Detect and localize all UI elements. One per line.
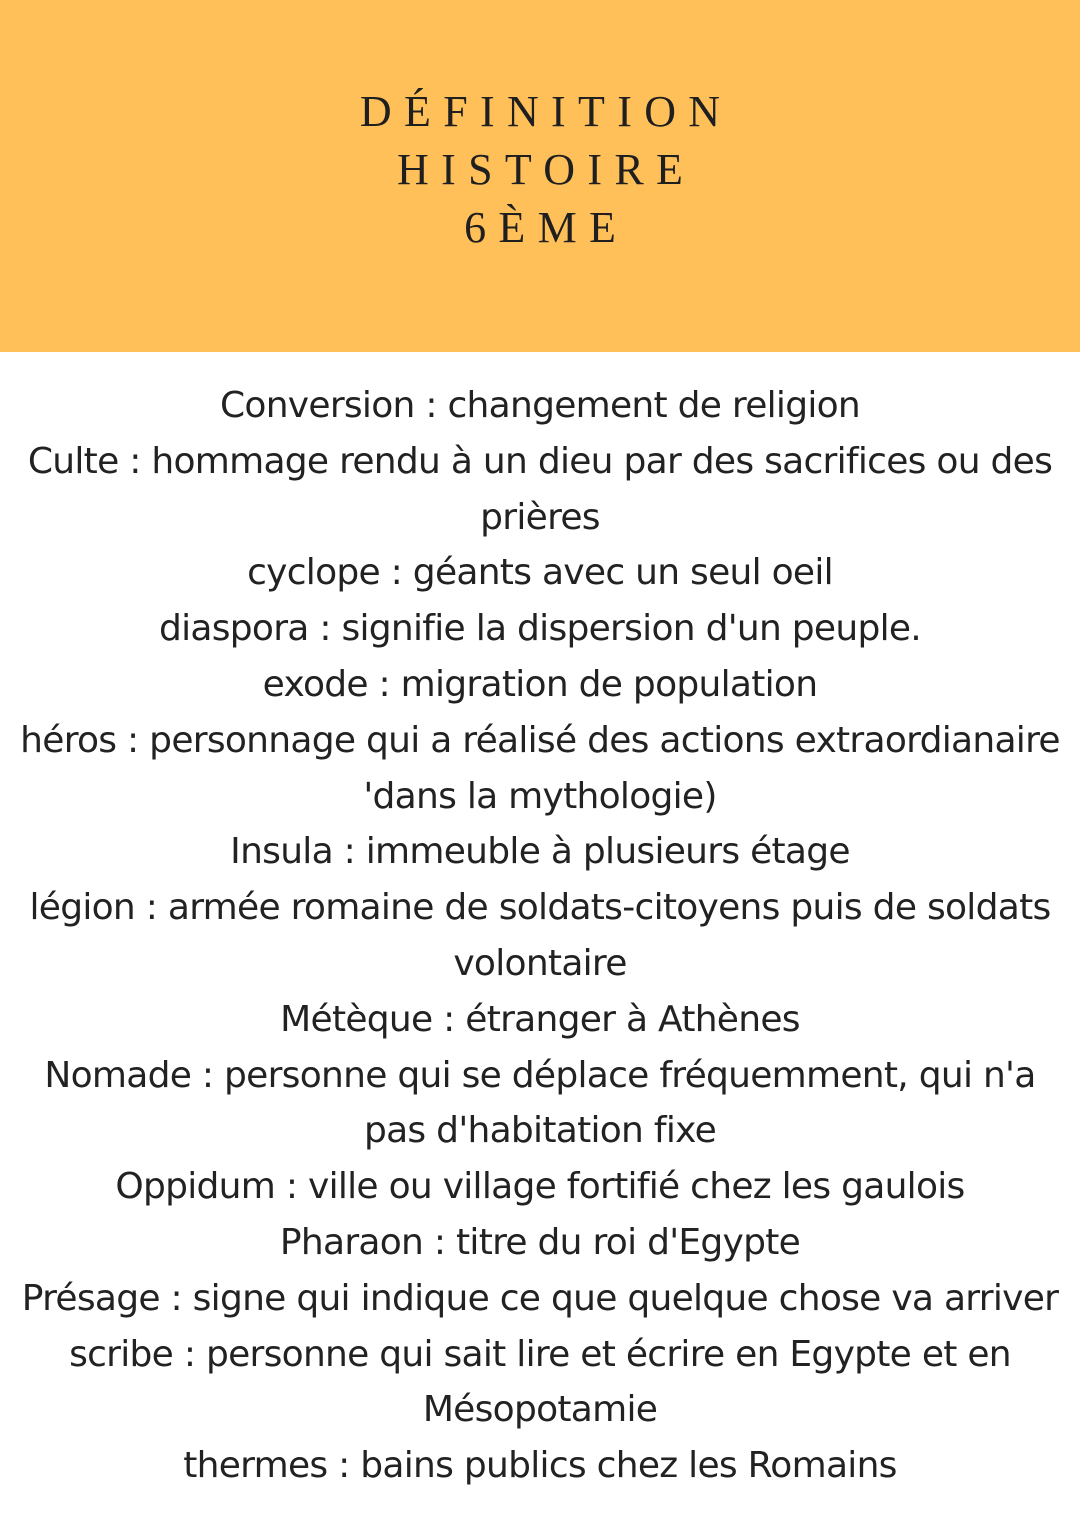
definition-cyclope: cyclope : géants avec un seul oeil — [247, 552, 833, 594]
definition-insula: Insula : immeuble à plusieurs étage — [230, 831, 850, 873]
definition-scribe: scribe : personne qui sait lire et écrire en Egypte et en — [69, 1333, 1011, 1375]
definition-meteque: Métèque : étranger à Athènes — [280, 998, 800, 1040]
definition-exode: exode : migration de population — [262, 663, 818, 705]
definition-thermes: thermes : bains publics chez les Romains — [183, 1445, 897, 1487]
definition-heros-continued: 'dans la mythologie) — [363, 775, 717, 817]
title-line-histoire: HISTOIRE — [397, 145, 696, 194]
header-banner — [0, 0, 1080, 352]
definition-legion-continued: volontaire — [453, 942, 627, 984]
definition-nomade: Nomade : personne qui se déplace fréquemment, qui n'a — [44, 1054, 1036, 1096]
definition-oppidum: Oppidum : ville ou village fortifié chez les gaulois — [115, 1166, 965, 1208]
definitions-list — [0, 378, 1080, 1494]
definition-pharaon: Pharaon : titre du roi d'Egypte — [279, 1221, 801, 1263]
title-line-level: 6ÈME — [464, 203, 629, 252]
definition-culte-continued: prières — [480, 496, 600, 538]
definition-diaspora: diaspora : signifie la dispersion d'un peuple. — [158, 608, 922, 650]
definition-heros: héros : personnage qui a réalisé des actions extraordianaire — [20, 719, 1060, 761]
title-line-definition: DÉFINITION — [359, 87, 733, 136]
page-title — [0, 83, 1080, 257]
definition-scribe-continued: Mésopotamie — [422, 1389, 658, 1431]
definition-presage: Présage : signe qui indique ce que quelque chose va arriver — [21, 1277, 1059, 1319]
definition-nomade-continued: pas d'habitation fixe — [363, 1110, 717, 1152]
definition-conversion: Conversion : changement de religion — [219, 385, 861, 426]
definition-culte: Culte : hommage rendu à un dieu par des sacrifices ou des — [27, 440, 1053, 482]
definition-legion: légion : armée romaine de soldats-citoyens puis de soldats — [29, 887, 1051, 929]
